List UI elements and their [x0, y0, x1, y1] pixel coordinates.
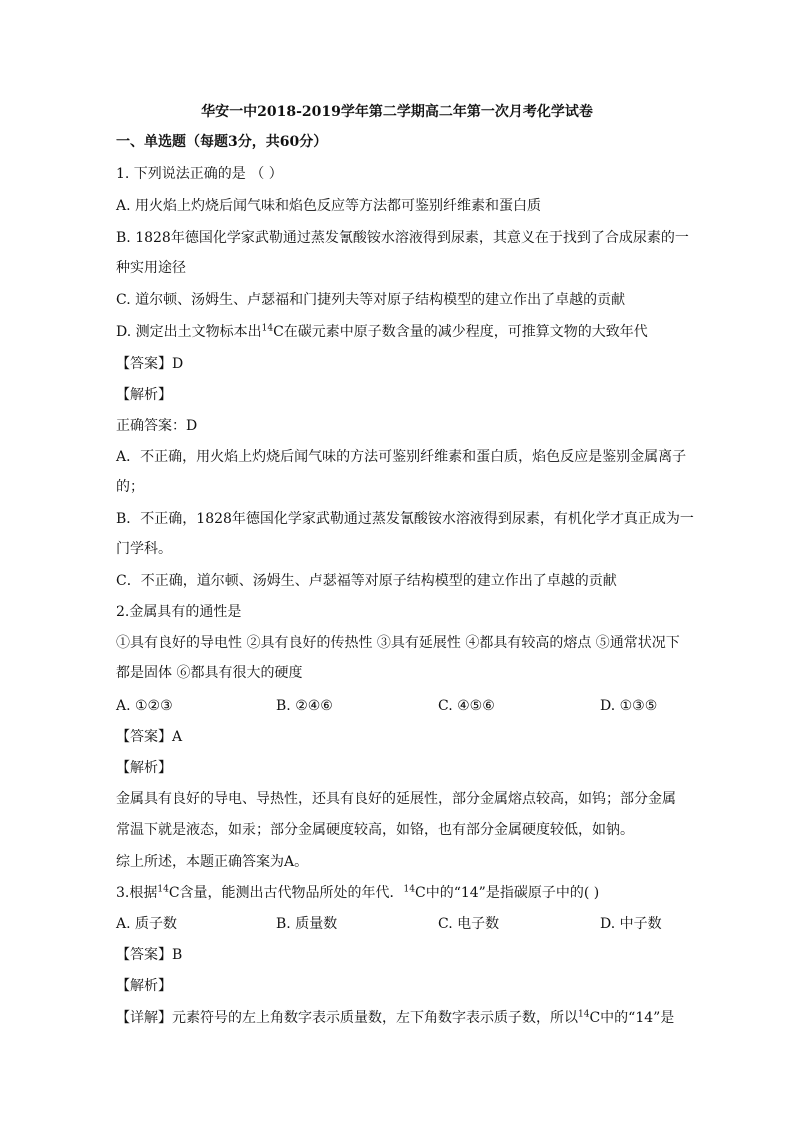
- q2-answer: 【答案】A: [116, 729, 183, 745]
- q3-option-d: D. 中子数: [600, 916, 662, 932]
- q2-explanation-1: 金属具有良好的导电、导热性，还具有良好的延展性，部分金属熔点较高，如钨；部分金属: [116, 791, 676, 807]
- q3-stem-pre: 3.根据: [116, 885, 158, 901]
- q3-stem-post: C中的“14”是指碳原子中的( ): [414, 885, 600, 901]
- q3-option-a: A. 质子数: [116, 916, 178, 932]
- q1-option-c: C. 道尔顿、汤姆生、卢瑟福和门捷列夫等对原子结构模型的建立作出了卓越的贡献: [116, 292, 626, 308]
- q1-option-b-cont: 种实用途径: [116, 260, 186, 276]
- q2-items-cont: 都是固体 ⑥都具有很大的硬度: [116, 665, 303, 681]
- q2-explanation-3: 综上所述，本题正确答案为A。: [116, 854, 309, 870]
- q3-detail: [116, 1008, 674, 1028]
- section-heading: 一、单选题（每题3分，共60分）: [116, 134, 328, 150]
- q1-option-d-pre: D. 测定出土文物标本出: [116, 324, 262, 340]
- q2-option-d: D. ①③⑤: [600, 698, 658, 714]
- q1-explanation-b-cont: 门学科。: [116, 541, 172, 557]
- q2-items: ①具有良好的导电性 ②具有良好的传热性 ③具有延展性 ④都具有较高的熔点 ⑤通常状况下: [116, 635, 680, 651]
- q1-analysis-label: 【解析】: [116, 387, 172, 403]
- q2-option-c: C. ④⑤⑥: [438, 698, 495, 714]
- q3-option-b: B. 质量数: [276, 916, 338, 932]
- q2-option-a: A. ①②③: [116, 698, 173, 714]
- q1-answer: 【答案】D: [116, 356, 184, 372]
- q2-option-b: B. ②④⑥: [276, 698, 333, 714]
- q3-stem: [116, 883, 599, 903]
- q3-detail-label: 【详解】: [116, 1010, 172, 1026]
- q1-explanation-a-cont: 的；: [116, 479, 144, 495]
- q3-detail-pre: 元素符号的左上角数字表示质量数，左下角数字表示质子数，所以: [172, 1010, 578, 1026]
- q3-stem-mid: C含量，能测出古代物品所处的年代．: [168, 885, 404, 901]
- q3-option-c: C. 电子数: [438, 916, 500, 932]
- q1-option-b: B. 1828年德国化学家武勒通过蒸发氰酸铵水溶液得到尿素，其意义在于找到了合成尿素的一: [116, 230, 689, 246]
- q1-option-d-post: C在碳元素中原子数含量的减少程度，可推算文物的大致年代: [273, 324, 648, 340]
- q1-correct-answer: 正确答案：D: [116, 418, 198, 434]
- q1-option-a: A. 用火焰上灼烧后闻气味和焰色反应等方法都可鉴别纤维素和蛋白质: [116, 198, 542, 214]
- q3-detail-post: C中的“14”是: [589, 1010, 675, 1026]
- q3-superscript-1: 14: [157, 884, 169, 895]
- q3-detail-superscript: 14: [578, 1009, 590, 1020]
- q3-answer: 【答案】B: [116, 947, 183, 963]
- q2-stem: 2.金属具有的通性是: [116, 604, 242, 620]
- q3-superscript-2: 14: [403, 884, 415, 895]
- page-title: 华安一中2018-2019学年第二学期高二年第一次月考化学试卷: [201, 104, 593, 120]
- q1-option-d: [116, 322, 648, 342]
- q1-stem: 1. 下列说法正确的是 （ ）: [116, 166, 283, 182]
- q2-explanation-2: 常温下就是液态，如汞；部分金属硬度较高，如铬，也有部分金属硬度较低，如钠。: [116, 822, 634, 838]
- q1-explanation-b: B．不正确，1828年德国化学家武勒通过蒸发氰酸铵水溶液得到尿素，有机化学才真正成为一: [116, 511, 694, 527]
- q1-explanation-a: A．不正确，用火焰上灼烧后闻气味的方法可鉴别纤维素和蛋白质，焰色反应是鉴别金属离子: [116, 449, 687, 465]
- q1-option-d-superscript: 14: [261, 323, 274, 334]
- q2-analysis-label: 【解析】: [116, 760, 172, 776]
- q3-analysis-label: 【解析】: [116, 978, 172, 994]
- q1-explanation-c: C．不正确，道尔顿、汤姆生、卢瑟福等对原子结构模型的建立作出了卓越的贡献: [116, 573, 617, 589]
